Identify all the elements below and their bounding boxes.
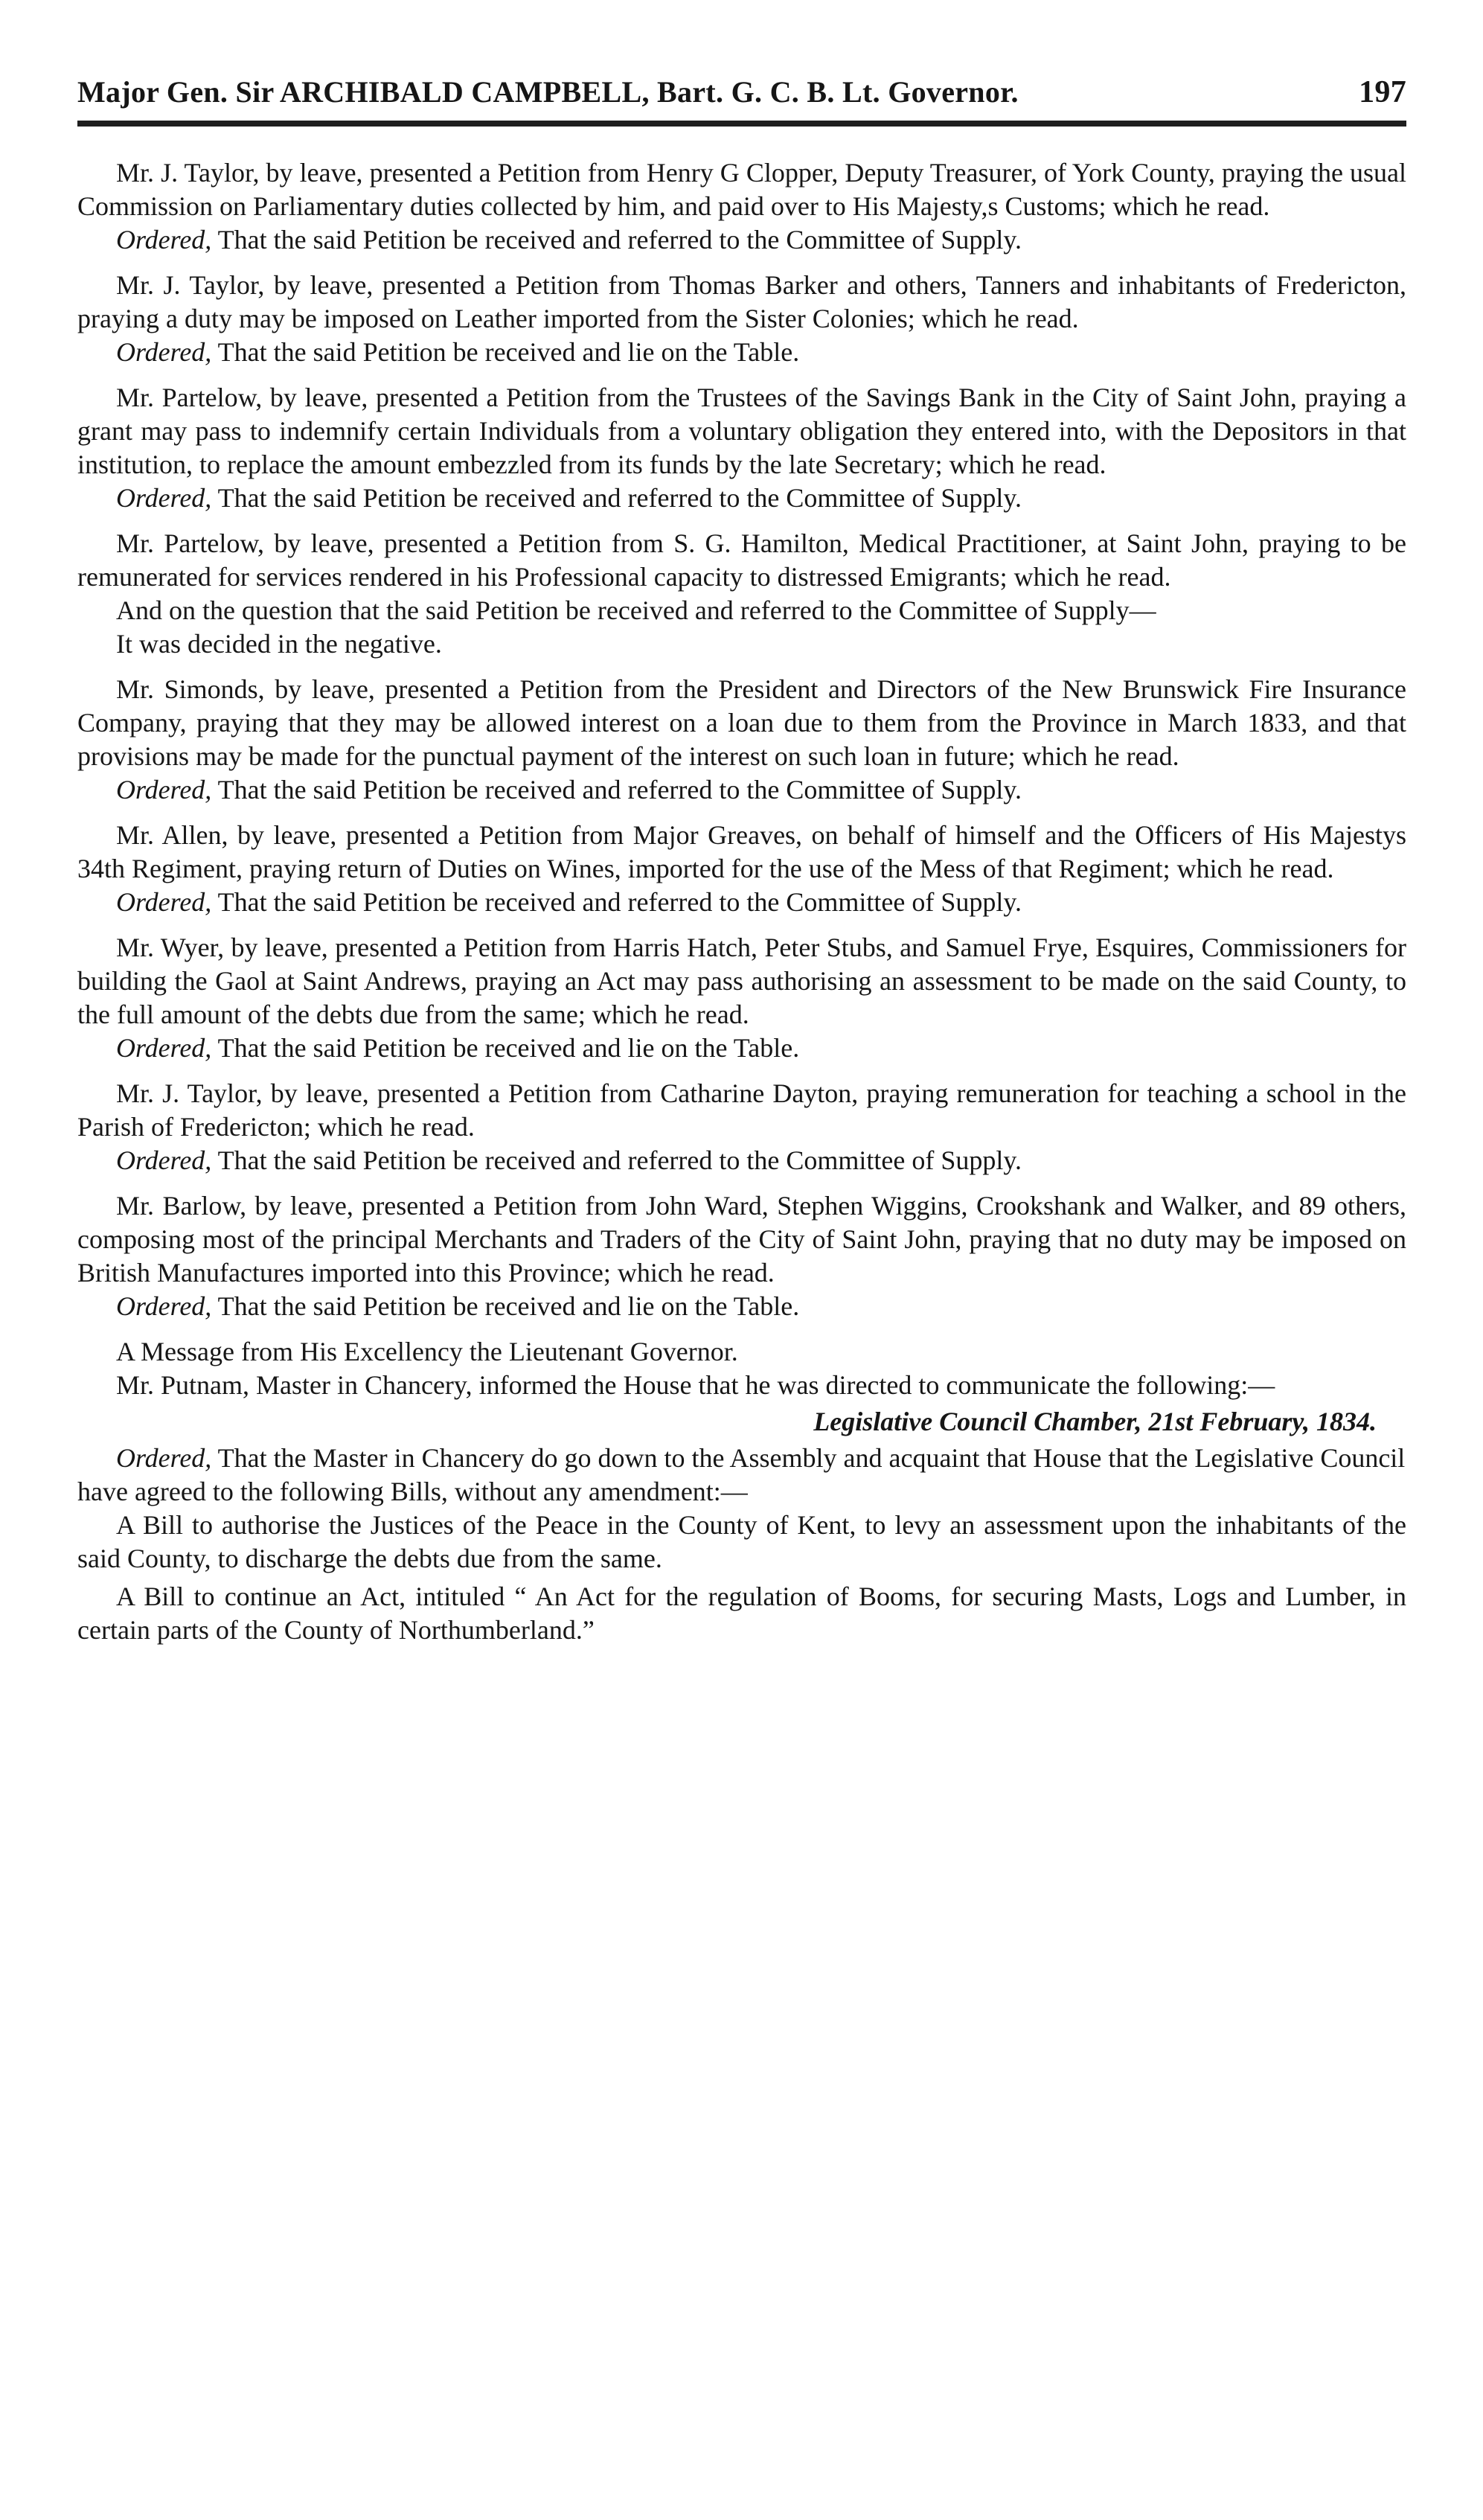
ordered-word: Ordered, [116,887,212,917]
ordered-word: Ordered, [116,1291,212,1321]
journal-body [77,156,1406,1647]
message-section [77,1335,1406,1647]
order-text: That the said Petition be received and lie on the Table. [217,1033,800,1063]
order-line [77,482,1406,515]
order-line [77,1032,1406,1065]
running-head-title: Major Gen. Sir ARCHIBALD CAMPBELL, Bart. G. C. B. Lt. Governor. [77,75,1019,109]
petition-entry [77,527,1406,661]
order-text: That the Master in Chancery do go down to the Assembly and acquaint that House that the Legislative Council have agreed to the following Bills, without any amendment:— [77,1443,1406,1506]
petition-text: Mr. Simonds, by leave, presented a Petition from the President and Directors of the New Brunswick Fire Insurance Company, praying that they may be allowed interest on a loan due to them from the Province in March 1833, and that provisions may be made for the punctual payment of the interest on such loan in future; which he read. [77,674,1406,771]
petition-entry [77,673,1406,807]
petition-entry [77,381,1406,515]
petition-entry [77,1077,1406,1177]
header-rule [77,121,1406,127]
bill-item: A Bill to continue an Act, intituled “ An Act for the regulation of Booms, for securing Masts, Logs and Lumber, in certain parts of the County of Northumberland.” [77,1582,1406,1645]
order-text: That the said Petition be received and referred to the Committee of Supply. [217,483,1022,513]
petition-entry [77,819,1406,919]
page-number: 197 [1359,75,1406,109]
order-text: That the said Petition be received and referred to the Committee of Supply. [217,887,1022,917]
ordered-word: Ordered, [116,775,212,805]
order-text: That the said Petition be received and lie on the Table. [217,1291,800,1321]
ordered-word: Ordered, [116,1145,212,1175]
order-line [77,886,1406,919]
order-line [77,1144,1406,1177]
message-intro: A Message from His Excellency the Lieutenant Governor. [116,1337,738,1366]
council-dateline: Legislative Council Chamber, 21st February, 1834. [813,1407,1377,1436]
petition-text: Mr. J. Taylor, by leave, presented a Petition from Catharine Dayton, praying remuneration for teaching a school in the Parish of Fredericton; which he read. [77,1078,1406,1142]
order-text: That the said Petition be received and lie on the Table. [217,337,800,367]
order-line [77,336,1406,369]
order-text: That the said Petition be received and referred to the Committee of Supply. [217,1145,1022,1175]
ordered-word: Ordered, [116,1033,212,1063]
message-announcement: Mr. Putnam, Master in Chancery, informed the House that he was directed to communicate the following:— [116,1370,1275,1400]
petition-text: Mr. Wyer, by leave, presented a Petition from Harris Hatch, Peter Stubs, and Samuel Frye, Esquires, Commissioners for building the Gaol at Saint Andrews, praying an Act may pass authorising an assessment to be made on the said County, to the full amount of the debts due from the same; which he read. [77,933,1406,1029]
order-line [77,1290,1406,1323]
petition-text: Mr. J. Taylor, by leave, presented a Petition from Thomas Barker and others, Tanners and inhabitants of Fredericton, praying a duty may be imposed on Leather imported from the Sister Colonies; which he read. [77,270,1406,333]
ordered-word: Ordered, [116,1443,212,1473]
ordered-word: Ordered, [116,337,212,367]
petition-text: Mr. Allen, by leave, presented a Petition from Major Greaves, on behalf of himself and the Officers of His Majestys 34th Regiment, praying return of Duties on Wines, imported for the use of the Mess of that Regiment; which he read. [77,820,1406,883]
order-text: That the said Petition be received and referred to the Committee of Supply. [217,775,1022,805]
ordered-word: Ordered, [116,225,212,255]
petition-entry [77,931,1406,1065]
petition-entry [77,1189,1406,1323]
running-head [77,74,1406,110]
ordered-word: Ordered, [116,483,212,513]
order-line [77,223,1406,257]
council-order [77,1442,1406,1509]
bill-item: A Bill to authorise the Justices of the Peace in the County of Kent, to levy an assessment upon the inhabitants of the said County, to discharge the debts due from the same. [77,1510,1406,1573]
petition-entry [77,156,1406,257]
order-line [77,773,1406,807]
journal-page [77,74,1406,1659]
order-text: That the said Petition be received and referred to the Committee of Supply. [217,225,1022,255]
question-line: And on the question that the said Petition be received and referred to the Committee of Supply— [116,595,1156,625]
petition-text: Mr. J. Taylor, by leave, presented a Petition from Henry G Clopper, Deputy Treasurer, of York County, praying the usual Commission on Parliamentary duties collected by him, and paid over to His Majesty,s Customs; which he read. [77,158,1406,221]
petition-entry [77,269,1406,369]
decision-line: It was decided in the negative. [116,629,442,659]
petition-text: Mr. Partelow, by leave, presented a Petition from S. G. Hamilton, Medical Practitioner, at Saint John, praying to be remunerated for services rendered in his Professional capacity to distressed Emigrants; which he read. [77,528,1406,592]
petition-text: Mr. Partelow, by leave, presented a Petition from the Trustees of the Savings Bank in the City of Saint John, praying a grant may pass to indemnify certain Individuals from a voluntary obligation they entered into, with the Depositors in that institution, to replace the amount embezzled from its funds by the late Secretary; which he read. [77,383,1406,479]
petition-text: Mr. Barlow, by leave, presented a Petition from John Ward, Stephen Wiggins, Crookshank and Walker, and 89 others, composing most of the principal Merchants and Traders of the City of Saint John, praying that no duty may be imposed on British Manufactures imported into this Province; which he read. [77,1191,1406,1288]
